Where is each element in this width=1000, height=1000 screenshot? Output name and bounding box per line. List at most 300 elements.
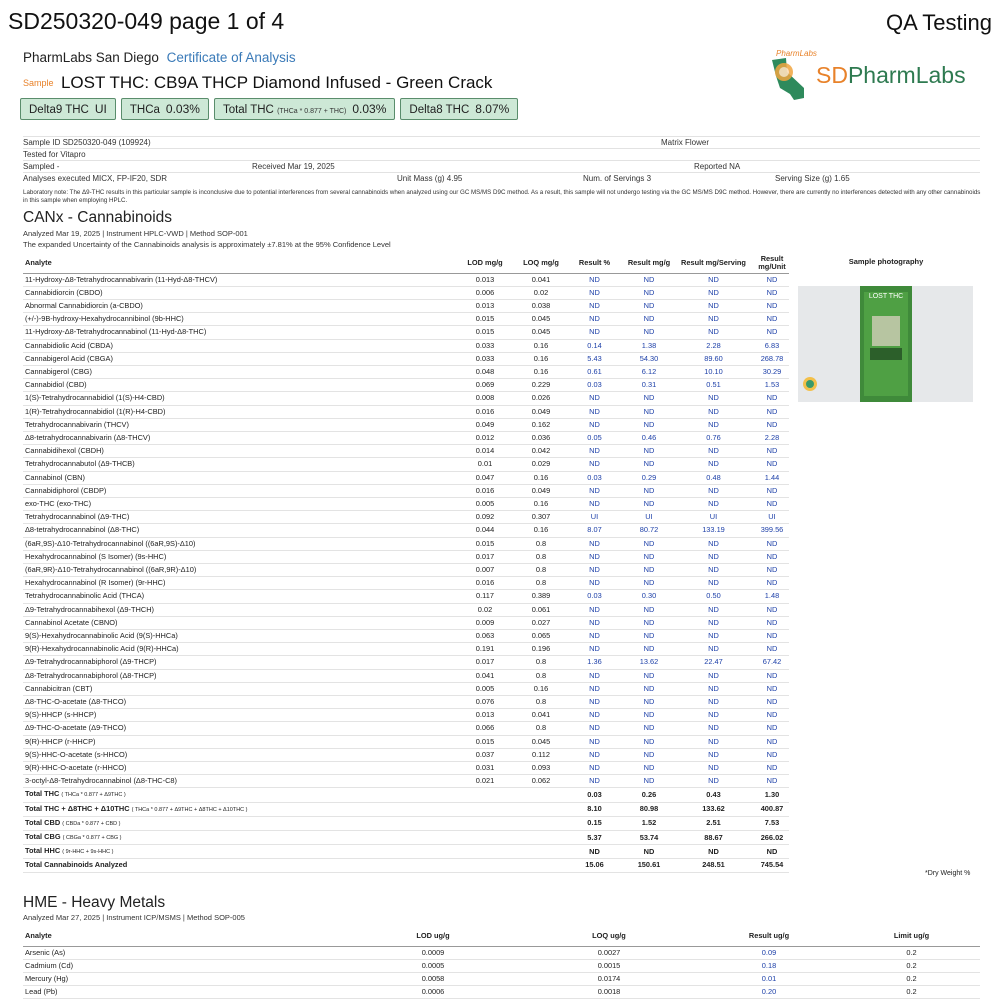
value-cell: ND [672,709,755,722]
value-cell: 150.61 [626,859,672,872]
num-servings: Num. of Servings 3 [583,174,652,183]
total-formula: ( THCa * 0.877 + Δ9THC + Δ8THC + Δ10THC ) [131,806,248,813]
cannabinoids-title: CANx - Cannabinoids [23,209,173,226]
value-cell: ND [563,313,626,326]
value-cell: ND [755,563,789,576]
value-cell: 8.07 [563,524,626,537]
value-cell: 0.049 [519,405,563,418]
value-cell: ND [626,273,672,286]
analyte-cell: Hexahydrocannabinol (R Isomer) (9r-HHC) [23,577,451,590]
value-cell: ND [626,722,672,735]
value-cell: 0.307 [519,511,563,524]
table-row [23,497,789,510]
value-cell: 0.117 [451,590,519,603]
value-cell: ND [563,709,626,722]
value-cell: 0.191 [451,643,519,656]
value-cell: UI [672,511,755,524]
value-cell: 2.51 [672,816,755,830]
col-analyte: Analyte [23,926,343,946]
value-cell: 0.041 [519,709,563,722]
value-cell: 10.10 [672,365,755,378]
table-row [23,590,789,603]
value-cell: ND [626,682,672,695]
col-limit: Limit ug/g [843,926,980,946]
value-cell: ND [563,392,626,405]
value-cell: ND [672,418,755,431]
value-cell: 0.063 [451,629,519,642]
value-cell: ND [563,735,626,748]
badge-label: Delta9 THC [29,104,89,116]
value-cell: ND [626,392,672,405]
value-cell: 1.36 [563,656,626,669]
value-cell: ND [755,326,789,339]
value-cell: ND [563,603,626,616]
analyte-cell: 9(S)-Hexahydrocannabinolic Acid (9(S)-HHCa) [23,629,451,642]
logo-sd: SD [816,62,848,88]
value-cell: ND [672,735,755,748]
value-cell: ND [626,735,672,748]
analyte-cell: 9(R)-Hexahydrocannabinolic Acid (9(R)-HHCa) [23,643,451,656]
analyte-cell: Cannabidihexol (CBDH) [23,445,451,458]
value-cell: 399.56 [755,524,789,537]
value-cell: 0.01 [451,458,519,471]
value-cell: ND [672,326,755,339]
badge-label: Delta8 THC [409,104,470,116]
sample-line [23,73,492,93]
value-cell: 0.112 [519,748,563,761]
value-cell: 7.53 [755,816,789,830]
value-cell: 0.033 [451,352,519,365]
table-row [23,986,980,999]
value-cell: 133.62 [672,802,755,816]
value-cell: 0.0174 [523,972,695,985]
table-row [23,682,789,695]
value-cell: ND [755,313,789,326]
value-cell: 0.03 [563,471,626,484]
value-cell: ND [755,696,789,709]
value-cell: 0.047 [451,471,519,484]
value-cell: 0.0018 [523,986,695,999]
analyte-cell: exo-THC (exo-THC) [23,497,451,510]
laboratory-note: Laboratory note: The Δ9-THC results in this particular sample is inconclusive due to potential interferences from several cannabinoids when analyzed using our GC MS/MS D9C method. As a result, this sample will not undergo testing via the GC MS/MS D9C method. However, there are currently no interferences detected with any other cannabinoids in this sample when employing HPLC. [23,189,981,204]
value-cell: ND [755,629,789,642]
value-cell: ND [755,405,789,418]
total-label: Total THC [25,789,60,799]
value-cell: ND [626,696,672,709]
analyte-cell: Cadmium (Cd) [23,959,343,972]
value-cell: 0.062 [519,775,563,788]
total-row [23,816,789,830]
value-cell [519,831,563,845]
badge-1 [121,98,209,120]
value-cell: 0.026 [519,392,563,405]
value-cell: ND [563,445,626,458]
unit-mass: Unit Mass (g) 4.95 [397,174,463,183]
analyte-cell: Abnormal Cannabidiorcin (a-CBDO) [23,299,451,312]
value-cell: 0.43 [672,788,755,802]
badge-0 [20,98,116,120]
analyte-cell: Tetrahydrocannabinol (Δ9-THC) [23,511,451,524]
value-cell: 1.44 [755,471,789,484]
value-cell: ND [563,405,626,418]
value-cell: 0.02 [451,603,519,616]
cannabinoids-table [23,253,789,873]
value-cell: ND [563,550,626,563]
value-cell: 6.83 [755,339,789,352]
value-cell [451,816,519,830]
value-cell: 0.196 [519,643,563,656]
value-cell: ND [563,484,626,497]
total-label-cell [23,831,451,845]
total-label-cell [23,816,451,830]
info-row [23,160,980,172]
value-cell: 0.229 [519,379,563,392]
value-cell: ND [672,484,755,497]
table-row [23,379,789,392]
value-cell: ND [672,286,755,299]
value-cell: ND [626,497,672,510]
total-label: Total HHC [25,846,61,856]
value-cell: ND [563,682,626,695]
value-cell: 80.72 [626,524,672,537]
value-cell: 8.10 [563,802,626,816]
value-cell: 0.005 [451,682,519,695]
analyte-cell: (+/-)-9B-hydroxy-Hexahydrocannibinol (9b-HHC) [23,313,451,326]
logo-small-text: PharmLabs [776,49,817,58]
value-cell: ND [755,550,789,563]
analyte-cell: 9(R)-HHC-O-acetate (r-HHCO) [23,762,451,775]
analyte-cell: 9(R)-HHCP (r-HHCP) [23,735,451,748]
value-cell: 0.18 [695,959,843,972]
col-lod: LOD ug/g [343,926,523,946]
table-row [23,458,789,471]
value-cell [519,816,563,830]
value-cell: ND [626,313,672,326]
value-cell: 0.48 [672,471,755,484]
total-formula: ( CBDa * 0.877 + CBD ) [62,820,121,827]
table-row [23,603,789,616]
cannabinoids-meta: Analyzed Mar 19, 2025 | Instrument HPLC-VWD | Method SOP-001 [23,229,248,238]
value-cell [451,802,519,816]
info-row [23,148,980,160]
analyte-cell: 9(S)-HHC-O-acetate (s-HHCO) [23,748,451,761]
logo-text [816,62,966,89]
matrix: Matrix Flower [661,138,710,147]
analyte-cell: Tetrahydrocannabinolic Acid (THCA) [23,590,451,603]
value-cell: 0.16 [519,682,563,695]
value-cell: ND [563,845,626,859]
analyte-cell: Cannabinol (CBN) [23,471,451,484]
value-cell: 248.51 [672,859,755,872]
table-row [23,696,789,709]
value-cell: ND [672,629,755,642]
value-cell: ND [755,537,789,550]
table-row [23,392,789,405]
value-cell: 745.54 [755,859,789,872]
value-cell: 54.30 [626,352,672,365]
value-cell: 0.076 [451,696,519,709]
col-result-pct: Result % [563,253,626,273]
analyte-cell: 11-Hydroxy-Δ8-Tetrahydrocannabivarin (11-Hyd-Δ8-THCV) [23,273,451,286]
analyte-cell: Cannabidiorcin (CBDO) [23,286,451,299]
value-cell: 0.049 [451,418,519,431]
table-row [23,405,789,418]
value-cell: 133.19 [672,524,755,537]
value-cell: ND [755,682,789,695]
value-cell: 0.31 [626,379,672,392]
table-row [23,748,789,761]
value-cell [519,788,563,802]
reported: Reported NA [694,162,741,171]
value-cell: 0.069 [451,379,519,392]
analyte-cell: Tetrahydrocannabivarin (THCV) [23,418,451,431]
analyte-cell: Cannabinol Acetate (CBNO) [23,616,451,629]
tested-for: Tested for Vitapro [23,150,86,159]
value-cell: ND [755,418,789,431]
table-row [23,471,789,484]
value-cell: 0.013 [451,299,519,312]
value-cell: 0.8 [519,669,563,682]
value-cell: 0.0009 [343,946,523,959]
badge-value: 0.03% [352,102,387,116]
value-cell: 0.036 [519,431,563,444]
value-cell: ND [626,405,672,418]
value-cell: ND [672,563,755,576]
table-row [23,722,789,735]
value-cell: 0.61 [563,365,626,378]
logo-pharmlabs: PharmLabs [847,62,966,88]
value-cell: 0.013 [451,273,519,286]
value-cell: 0.015 [451,537,519,550]
value-cell: 1.48 [755,590,789,603]
table-row [23,577,789,590]
table-row [23,709,789,722]
value-cell: ND [755,722,789,735]
value-cell: ND [672,603,755,616]
value-cell: 0.16 [519,497,563,510]
value-cell: ND [672,458,755,471]
table-row [23,946,980,959]
value-cell: ND [672,775,755,788]
value-cell: ND [626,603,672,616]
value-cell: 0.009 [451,616,519,629]
analyte-cell: Tetrahydrocannabutol (Δ9-THCB) [23,458,451,471]
analyte-cell: Δ8-tetrahydrocannabivarin (Δ8-THCV) [23,431,451,444]
col-result: Result ug/g [695,926,843,946]
value-cell: ND [672,405,755,418]
svg-text:LOST THC: LOST THC [868,293,904,300]
analyte-cell: 1(S)-Tetrahydrocannabidiol (1(S)-H4-CBD) [23,392,451,405]
value-cell: 0.027 [519,616,563,629]
value-cell: ND [672,748,755,761]
value-cell: 0.048 [451,365,519,378]
value-cell: 88.67 [672,831,755,845]
lab-name: PharmLabs San Diego [23,50,159,65]
value-cell: 0.0027 [523,946,695,959]
value-cell: ND [755,748,789,761]
value-cell: 2.28 [755,431,789,444]
value-cell: 0.16 [519,339,563,352]
value-cell: 0.005 [451,497,519,510]
heavy-metals-title: HME - Heavy Metals [23,894,166,911]
value-cell: 0.02 [519,286,563,299]
table-row [23,365,789,378]
value-cell: 0.30 [626,590,672,603]
value-cell [451,788,519,802]
value-cell: ND [563,696,626,709]
value-cell: 0.015 [451,313,519,326]
badge-value: UI [94,102,107,116]
col-result-mgg: Result mg/g [626,253,672,273]
analyte-cell: (6aR,9R)-Δ10-Tetrahydrocannabinol ((6aR,9R)-Δ10) [23,563,451,576]
badge-label: THCa [129,104,160,116]
value-cell: ND [755,286,789,299]
value-cell: 0.008 [451,392,519,405]
value-cell: 1.38 [626,339,672,352]
value-cell: ND [755,709,789,722]
table-row [23,286,789,299]
value-cell: 0.041 [519,273,563,286]
product-package-image [798,286,973,402]
value-cell: 0.05 [563,431,626,444]
value-cell: 0.006 [451,286,519,299]
value-cell: ND [672,845,755,859]
total-label: Total CBG [25,832,61,842]
value-cell [451,845,519,859]
value-cell: ND [755,845,789,859]
badge-value: 8.07% [475,102,510,116]
value-cell: 0.021 [451,775,519,788]
value-cell: ND [755,616,789,629]
value-cell: ND [563,497,626,510]
value-cell: ND [563,537,626,550]
value-cell: 53.74 [626,831,672,845]
col-result-serving: Result mg/Serving [672,253,755,273]
value-cell: ND [563,418,626,431]
value-cell: ND [755,643,789,656]
value-cell: 0.017 [451,550,519,563]
value-cell: ND [672,722,755,735]
value-cell: ND [626,762,672,775]
value-cell: 0.033 [451,339,519,352]
value-cell: ND [672,696,755,709]
table-row [23,643,789,656]
value-cell: 0.51 [672,379,755,392]
sdpharmlabs-logo [760,48,985,106]
analyte-cell: (6aR,9S)-Δ10-Tetrahydrocannabinol ((6aR,9S)-Δ10) [23,537,451,550]
value-cell: 0.16 [519,352,563,365]
value-cell: 0.03 [563,788,626,802]
analyte-cell: Mercury (Hg) [23,972,343,985]
heavy-metals-meta: Analyzed Mar 27, 2025 | Instrument ICP/MSMS | Method SOP-005 [23,913,245,922]
value-cell: ND [755,445,789,458]
value-cell: 0.045 [519,313,563,326]
value-cell: 0.0058 [343,972,523,985]
analyte-cell: Hexahydrocannabinol (S Isomer) (9s-HHC) [23,550,451,563]
sampled: Sampled - [23,162,60,171]
sample-info [23,136,980,184]
value-cell: 1.52 [626,816,672,830]
value-cell: ND [563,273,626,286]
total-formula: ( THCa * 0.877 + Δ9THC ) [61,792,126,799]
value-cell: 0.045 [519,326,563,339]
col-loq: LOQ mg/g [519,253,563,273]
value-cell: 80.98 [626,802,672,816]
total-row [23,859,789,872]
cannabinoids-uncertainty: The expanded Uncertainty of the Cannabinoids analysis is approximately ±7.81% at the 95% Confidence Level [23,240,391,249]
value-cell: 0.50 [672,590,755,603]
value-cell: 268.78 [755,352,789,365]
badge-2 [214,98,395,120]
value-cell: ND [626,748,672,761]
total-row [23,831,789,845]
value-cell: 0.09 [695,946,843,959]
value-cell: ND [672,299,755,312]
value-cell: ND [755,762,789,775]
value-cell: 0.014 [451,445,519,458]
value-cell: ND [626,563,672,576]
badge-3 [400,98,518,120]
analyte-cell: 3-octyl-Δ8-Tetrahydrocannabinol (Δ8-THC-C8) [23,775,451,788]
table-row [23,418,789,431]
value-cell: 0.0015 [523,959,695,972]
info-row [23,172,980,184]
value-cell: ND [755,497,789,510]
value-cell: ND [563,577,626,590]
value-cell: 0.007 [451,563,519,576]
sample-photography-title: Sample photography [848,257,924,266]
value-cell: 0.065 [519,629,563,642]
col-result-unit: Result mg/Unit [755,253,789,273]
value-cell: ND [755,775,789,788]
table-row [23,550,789,563]
total-label: Total THC + Δ8THC + Δ10THC [25,803,130,813]
table-row [23,431,789,444]
table-row [23,445,789,458]
value-cell: ND [672,392,755,405]
value-cell: 0.066 [451,722,519,735]
value-cell: ND [755,603,789,616]
dry-weight-note: *Dry Weight % [925,870,971,877]
table-row [23,273,789,286]
value-cell: 0.16 [519,524,563,537]
document-title: SD250320-049 page 1 of 4 [8,8,285,34]
value-cell: 0.8 [519,656,563,669]
value-cell: ND [563,643,626,656]
value-cell: 0.0005 [343,959,523,972]
value-cell: 400.87 [755,802,789,816]
value-cell: ND [563,669,626,682]
sample-id: Sample ID SD250320-049 (109924) [23,138,151,147]
value-cell [519,802,563,816]
value-cell: 1.53 [755,379,789,392]
table-row [23,339,789,352]
value-cell: 13.62 [626,656,672,669]
value-cell: 0.8 [519,696,563,709]
value-cell: 67.42 [755,656,789,669]
table-row [23,616,789,629]
analyte-cell: Cannabigerol (CBG) [23,365,451,378]
value-cell: ND [626,845,672,859]
value-cell: UI [755,511,789,524]
table-row [23,326,789,339]
value-cell: 0.14 [563,339,626,352]
value-cell: 0.29 [626,471,672,484]
value-cell: ND [626,445,672,458]
coa-label: Certificate of Analysis [166,50,296,65]
value-cell: 6.12 [626,365,672,378]
value-cell: ND [626,709,672,722]
